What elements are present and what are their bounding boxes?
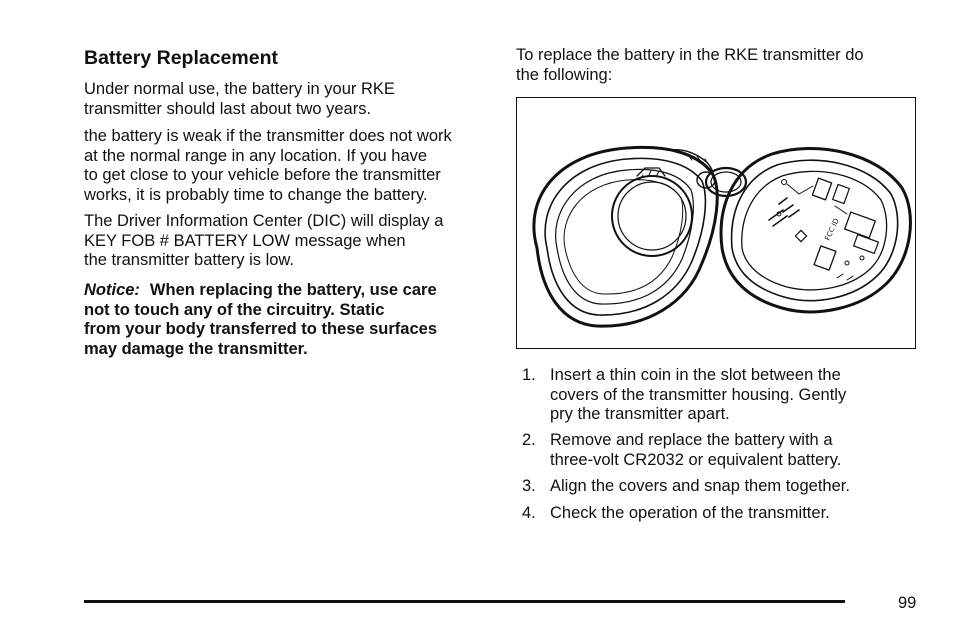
text-line: covers of the transmitter housing. Gently xyxy=(550,385,847,404)
paragraph-weak-battery xyxy=(84,127,494,205)
text-line: to get close to your vehicle before the transmitter xyxy=(84,166,441,184)
step-number: 2. xyxy=(522,431,536,449)
step-text xyxy=(550,477,910,497)
notice-text: not to touch any of the circuitry. Static xyxy=(84,300,385,319)
text-line: The Driver Information Center (DIC) will display a xyxy=(84,212,444,230)
step-number: 4. xyxy=(522,504,536,522)
footer-rule xyxy=(84,600,845,603)
text-line: transmitter should last about two years. xyxy=(84,99,372,118)
notice-text: from your body transferred to these surfaces xyxy=(84,320,438,338)
text-line: Remove and replace the battery with a xyxy=(550,431,833,449)
fcc-id-label: FCC ID xyxy=(823,217,841,242)
notice-text: may damage the transmitter. xyxy=(84,339,308,358)
step-number: 1. xyxy=(522,366,536,384)
paragraph-dic-message xyxy=(84,212,494,271)
paragraph-battery-life xyxy=(84,80,494,119)
notice-first-line xyxy=(84,281,494,301)
step-number: 3. xyxy=(522,477,536,495)
notice-text: When replacing the battery, use care xyxy=(149,281,437,299)
notice-label: Notice: xyxy=(84,281,140,299)
text-line: Insert a thin coin in the slot between the xyxy=(550,366,841,384)
step-text xyxy=(550,431,910,470)
procedure-intro xyxy=(516,46,916,85)
text-line: at the normal range in any location. If you have xyxy=(84,146,428,165)
text-line: pry the transmitter apart. xyxy=(550,405,730,423)
key-fob-opened-icon xyxy=(517,98,914,347)
text-line: works, it is probably time to change the battery. xyxy=(84,185,428,204)
step-text xyxy=(550,504,910,524)
text-line: the battery is weak if the transmitter does not work xyxy=(84,127,452,145)
notice-block xyxy=(84,281,494,359)
page-number: 99 xyxy=(898,594,917,612)
text-line: Check the operation of the transmitter. xyxy=(550,504,830,522)
text-line: KEY FOB # BATTERY LOW message when xyxy=(84,231,406,250)
section-heading: Battery Replacement xyxy=(84,47,278,69)
text-line: To replace the battery in the RKE transmitter do xyxy=(516,46,864,64)
key-fob-illustration xyxy=(516,97,916,349)
text-line: the following: xyxy=(516,65,613,84)
text-line: three-volt CR2032 or equivalent battery. xyxy=(550,450,842,469)
text-line: Under normal use, the battery in your RKE xyxy=(84,80,395,98)
step-text xyxy=(550,366,910,425)
text-line: Align the covers and snap them together. xyxy=(550,477,850,495)
text-line: the transmitter battery is low. xyxy=(84,251,294,269)
